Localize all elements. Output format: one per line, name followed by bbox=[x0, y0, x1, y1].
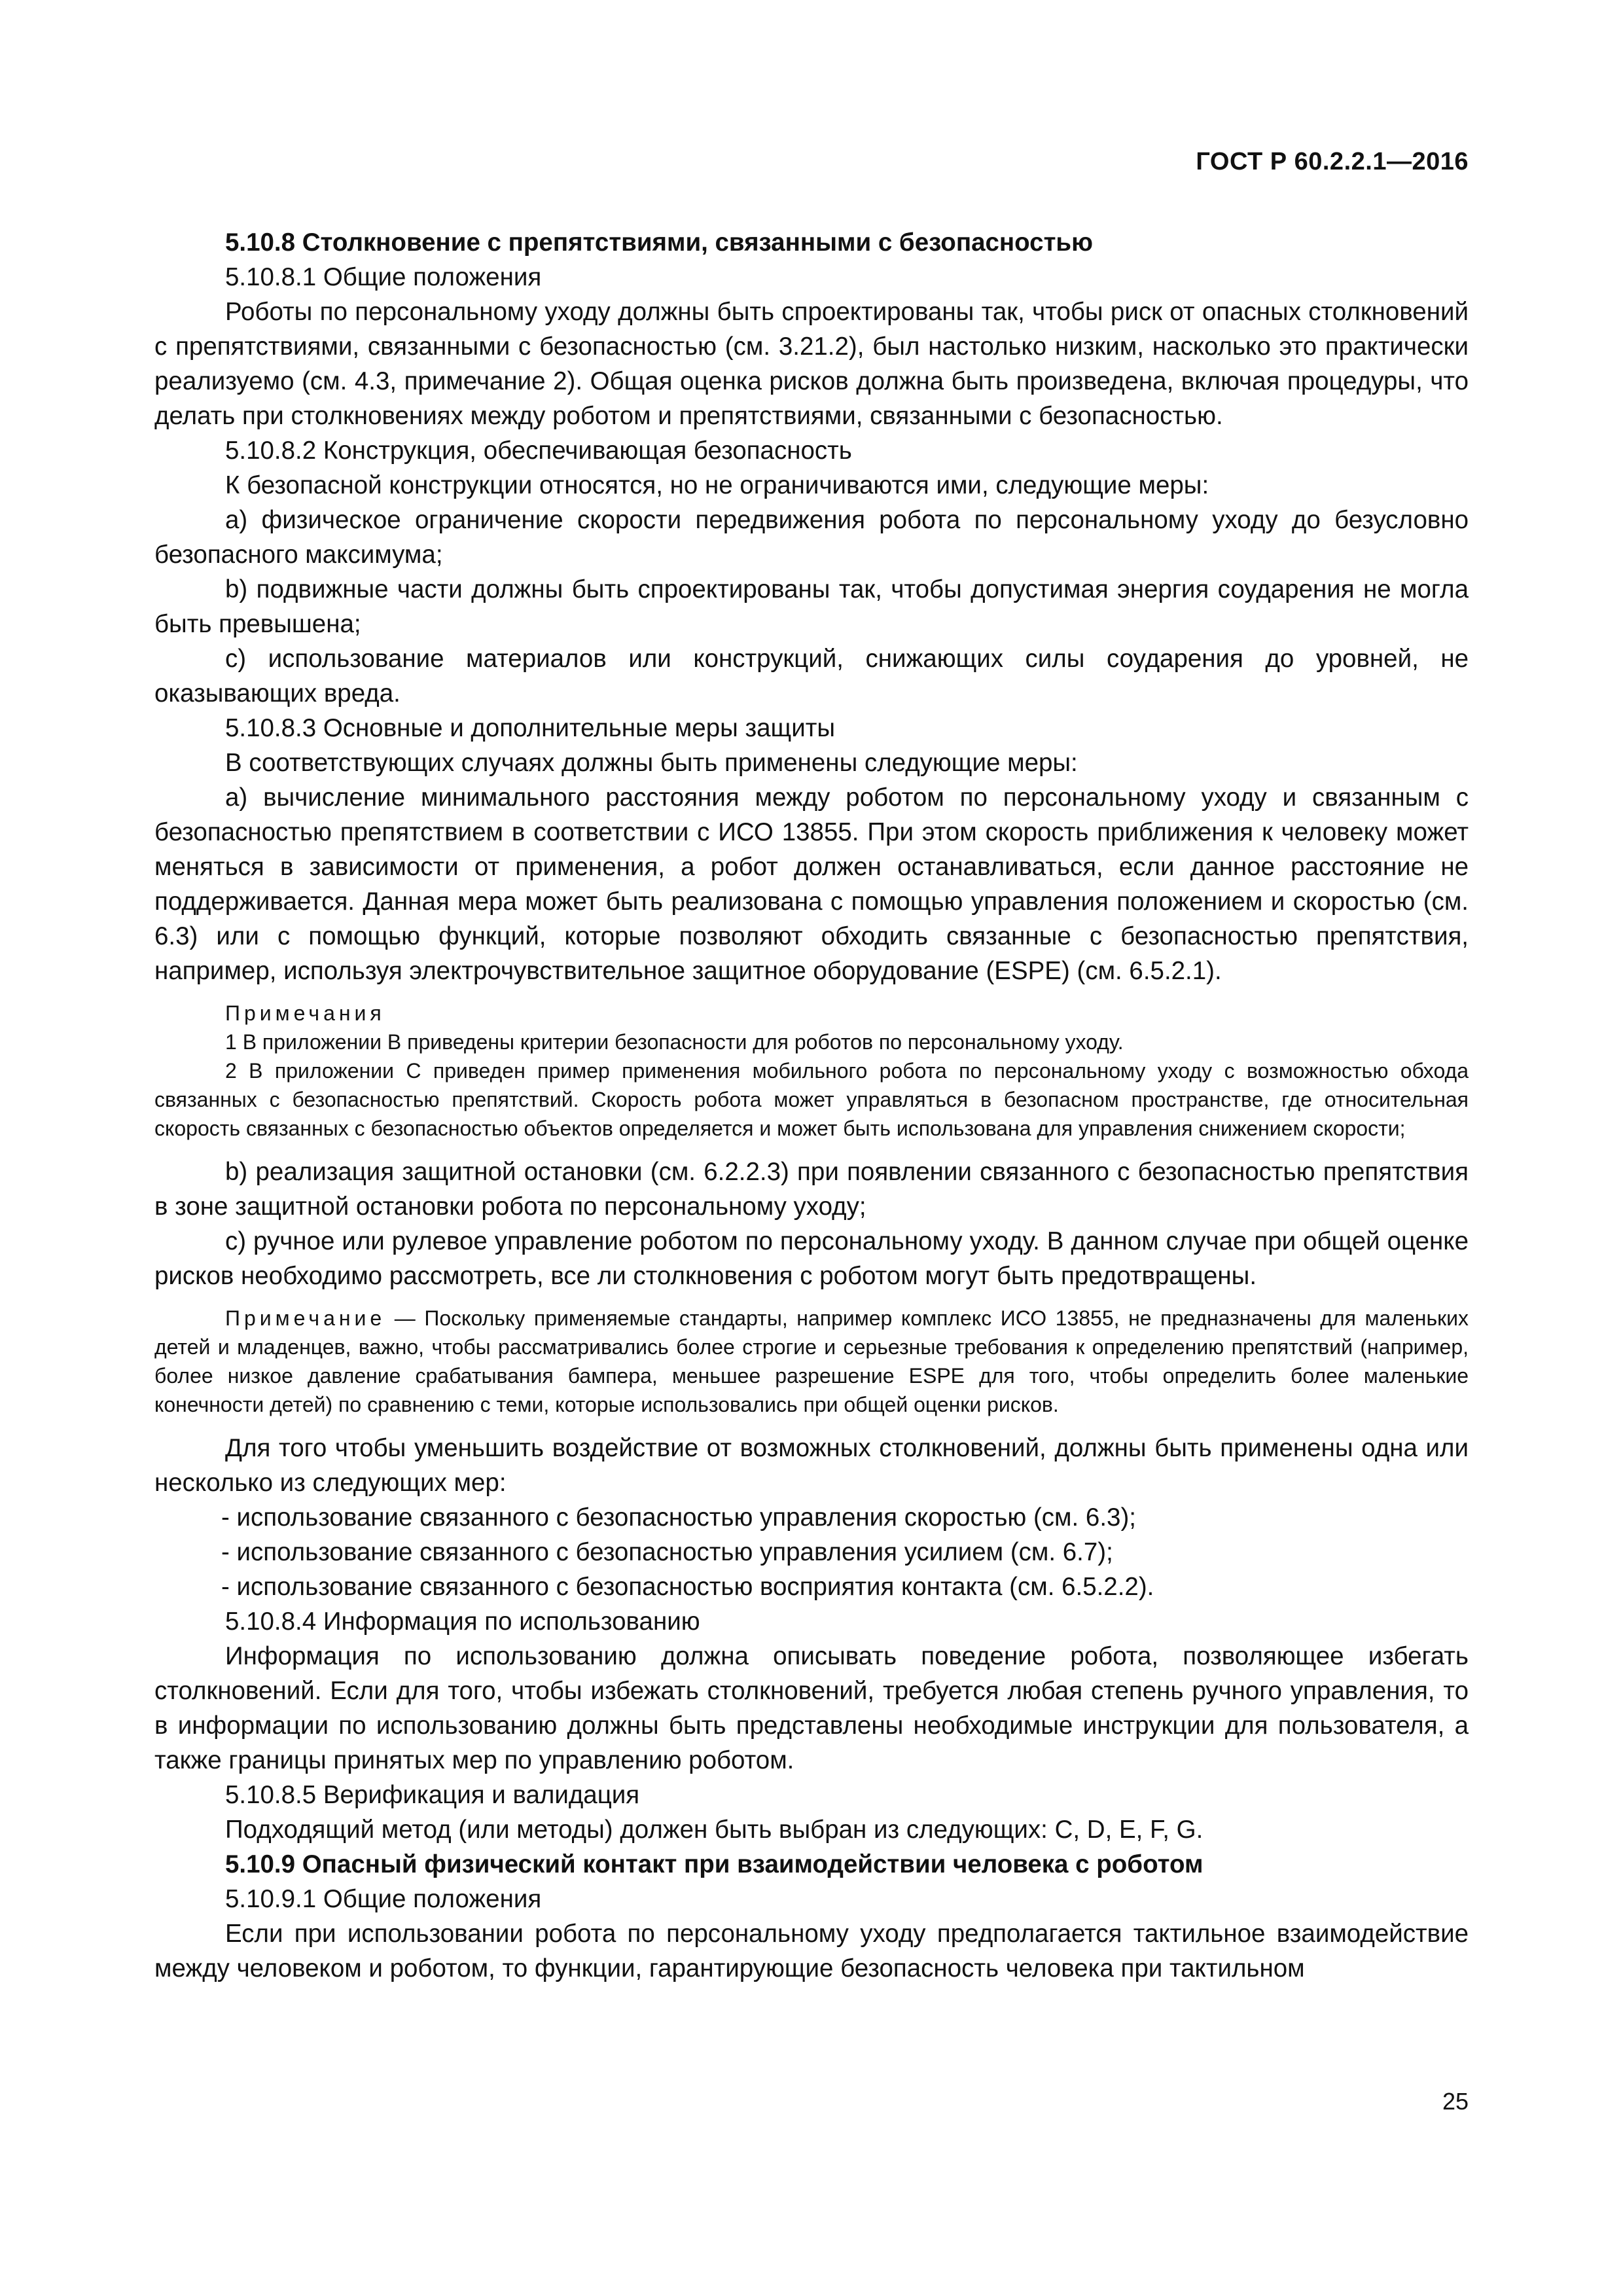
page-content bbox=[154, 225, 1469, 1986]
p-reduce-intro: Для того чтобы уменьшить воздействие от возможных столкновений, должны быть применены одна или несколько из следующих мер: bbox=[154, 1434, 1469, 1497]
note-label: Примечание bbox=[225, 1306, 386, 1330]
h-5-10-8-4: 5.10.8.4 Информация по использованию bbox=[225, 1607, 700, 1636]
p-design-a: а) физическое ограничение скорости передвижения робота по персональному уходу до безусловно безопасного максимума; bbox=[154, 506, 1469, 569]
p-measures-intro: В соответствующих случаях должны быть применены следующие меры: bbox=[225, 749, 1078, 777]
note-item-1: 1 В приложении В приведены критерии безопасности для роботов по персональному уходу. bbox=[225, 1030, 1124, 1054]
p-measures-a: а) вычисление минимального расстояния между роботом по персональному уходу и связанным с безопасностью препятствием в соответствии с ИСО 13855. При этом скорость приближения к человеку может меняться в зависимости от применения, а робот должен останавливаться, если данное расстояние не поддерживается. Данная мера может быть реализована с помощью управления положением и скоростью (см. 6.3) или с помощью функций, которые позволяют обходить связанные с безопасностью препятствия, например, используя электрочувствительное защитное оборудование (ESPE) (см. 6.5.2.1). bbox=[154, 783, 1469, 985]
p-reduce-1: - использование связанного с безопасностью управления скоростью (см. 6.3); bbox=[221, 1503, 1136, 1532]
h-5-10-8-1: 5.10.8.1 Общие положения bbox=[225, 263, 542, 291]
notes-block bbox=[154, 999, 1469, 1143]
p-general: Роботы по персональному уходу должны быть спроектированы так, чтобы риск от опасных столкновений с препятствиями, связанными с безопасностью (см. 3.21.2), был настолько низким, насколько это практически реализуемо (см. 4.3, примечание 2). Общая оценка рисков должна быть произведена, включая процедуры, что делать при столкновениях между роботом и препятствиями, связанными с безопасностью. bbox=[154, 298, 1469, 430]
p-design-c: с) использование материалов или конструкций, снижающих силы соударения до уровней, не оказывающих вреда. bbox=[154, 645, 1469, 708]
p-verif: Подходящий метод (или методы) должен быть выбран из следующих: С, D, E, F, G. bbox=[225, 1816, 1204, 1844]
section-body-2 bbox=[154, 1155, 1469, 1293]
p-measures-b: b) реализация защитной остановки (см. 6.2.2.3) при появлении связанного с безопасностью препятствия в зоне защитной остановки робота по персональному уходу; bbox=[154, 1158, 1469, 1221]
h-5-10-8-2: 5.10.8.2 Конструкция, обеспечивающая безопасность bbox=[225, 437, 852, 465]
p-info: Информация по использованию должна описывать поведение робота, позволяющее избегать столкновений. Если для того, чтобы избежать столкновений, требуется любая степень ручного управления, то в информации по использованию должны быть представлены необходимые инструкции для пользователя, а также границы принятых мер по управлению роботом. bbox=[154, 1642, 1469, 1774]
section-body-3 bbox=[154, 1431, 1469, 1986]
notes-title: Примечания bbox=[225, 1001, 385, 1025]
p-design-b: b) подвижные части должны быть спроектированы так, чтобы допустимая энергия соударения не могла быть превышена; bbox=[154, 575, 1469, 638]
note-block bbox=[154, 1304, 1469, 1419]
section-body-1 bbox=[154, 225, 1469, 988]
h-5-10-9-1: 5.10.9.1 Общие положения bbox=[225, 1885, 542, 1913]
h-5-10-8: 5.10.8 Столкновение с препятствиями, связанными с безопасностью bbox=[225, 228, 1093, 257]
h-5-10-8-5: 5.10.8.5 Верификация и валидация bbox=[225, 1781, 640, 1809]
p-contact: Если при использовании робота по персональному уходу предполагается тактильное взаимодействие между человеком и роботом, то функции, гарантирующие безопасность человека при тактильном bbox=[154, 1920, 1469, 1982]
note-text: — Поскольку применяемые стандарты, например комплекс ИСО 13855, не предназначены для маленьких детей и младенцев, важно, чтобы рассматривались более строгие и серьезные требования к определению препятствий (например, более низкое давление срабатывания бампера, меньшее разрешение ESPE для того, чтобы определить более маленькие конечности детей) по сравнению с теми, которые использовались при общей оценки рисков. bbox=[154, 1306, 1469, 1416]
page-number: 25 bbox=[1442, 2088, 1469, 2115]
p-reduce-3: - использование связанного с безопасностью восприятия контакта (см. 6.5.2.2). bbox=[221, 1573, 1154, 1601]
p-design-intro: К безопасной конструкции относятся, но не ограничиваются ими, следующие меры: bbox=[225, 471, 1209, 499]
p-measures-c: с) ручное или рулевое управление роботом по персональному уходу. В данном случае при общей оценке рисков необходимо рассмотреть, все ли столкновения с роботом могут быть предотвращены. bbox=[154, 1227, 1469, 1290]
h-5-10-9: 5.10.9 Опасный физический контакт при взаимодействии человека с роботом bbox=[225, 1850, 1204, 1878]
h-5-10-8-3: 5.10.8.3 Основные и дополнительные меры защиты bbox=[225, 714, 836, 742]
standard-header: ГОСТ Р 60.2.2.1—2016 bbox=[1196, 148, 1469, 175]
p-reduce-2: - использование связанного с безопасностью управления усилием (см. 6.7); bbox=[221, 1538, 1113, 1566]
note-item-2: 2 В приложении С приведен пример применения мобильного робота по персональному уходу с возможностью обхода связанных с безопасностью препятствий. Скорость робота может управляться в безопасном пространстве, где относительная скорость связанных с безопасностью объектов определяется и может быть использована для управления снижением скорости; bbox=[154, 1059, 1469, 1140]
note-paragraph bbox=[154, 1304, 1469, 1419]
